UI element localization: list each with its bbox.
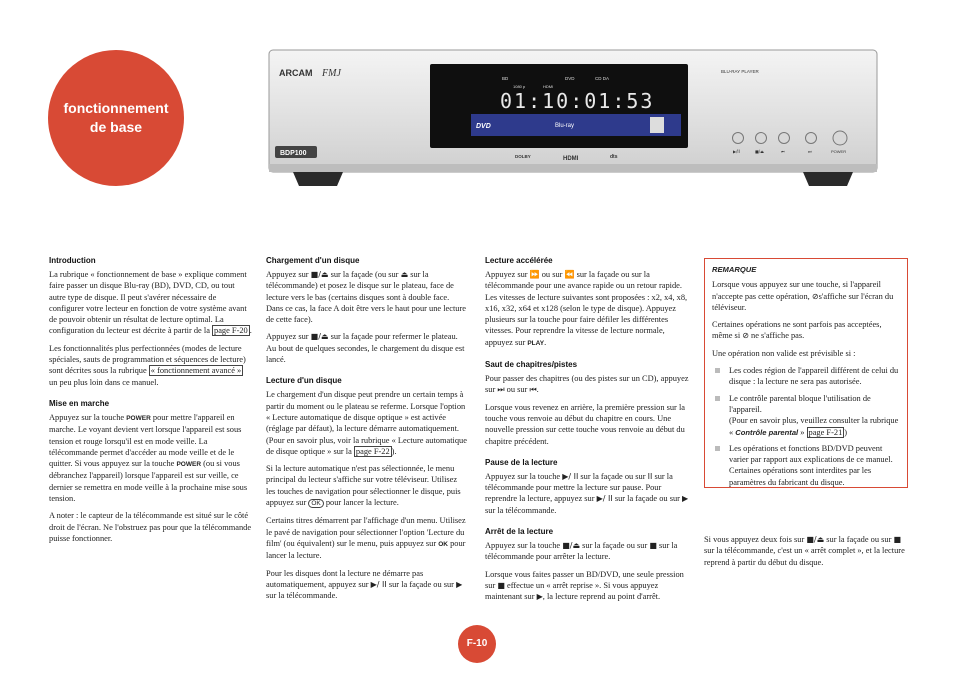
disc-tray bbox=[471, 114, 681, 136]
button-label-prev: ⏮ bbox=[781, 149, 785, 154]
heading-load-disc: Chargement d'un disque bbox=[266, 256, 360, 265]
play-paragraph-4: Pour les disques dont la lecture ne démarre pas automatiquement, appuyez sur ▶/ II sur la façade ou sur ▶ sur la télécommande. bbox=[266, 568, 463, 601]
next-icon: ⏭ bbox=[497, 385, 505, 395]
heading-skip: Saut de chapitres/pistes bbox=[485, 360, 578, 370]
subbrand-logo: FMJ bbox=[322, 68, 341, 79]
button-label-power: POWER bbox=[831, 149, 847, 154]
heading-introduction: Introduction bbox=[49, 256, 96, 265]
play-icon: ▶ bbox=[456, 579, 463, 589]
prohibit-icon: ⊘ bbox=[742, 331, 749, 341]
remark-title: REMARQUE bbox=[712, 265, 757, 274]
heading-power-on: Mise en marche bbox=[49, 398, 110, 408]
stop-icon: ■ bbox=[893, 535, 902, 544]
column-loading bbox=[266, 255, 468, 607]
load-paragraph-2: Appuyez sur ■/⏏ sur la façade pour refermer le plateau. Au bout de quelques secondes, le chargement du disque est lancé. bbox=[266, 332, 465, 365]
bluray-logo: Blu-ray bbox=[555, 123, 575, 129]
prohibit-icon: ⊘ bbox=[811, 291, 819, 301]
stop-eject-button[interactable] bbox=[756, 133, 767, 144]
skip-paragraph-1: Pour passer des chapitres (ou des pistes sur un CD), appuyez sur ⏭ ou sur ⏮. bbox=[485, 374, 689, 395]
page-number: F-10 bbox=[458, 625, 496, 663]
load-paragraph-1: Appuyez sur ■/⏏ sur la façade (ou sur ⏏ sur la télécommande) et posez le disque sur le plateau, face de lecture vers le bas (certains disques sont à double face. Dans ce cas, la face A doit être vers le haut pour une lecture de cette face). bbox=[266, 270, 466, 325]
link-page-f21[interactable]: page F-21 bbox=[808, 427, 843, 437]
heading-play-disc: Lecture d'un disque bbox=[266, 376, 342, 386]
remark-list bbox=[712, 365, 900, 488]
right-foot bbox=[803, 172, 853, 186]
bluray-player-illustration bbox=[265, 46, 881, 191]
eject-icon: ⏏ bbox=[400, 270, 409, 279]
stop-eject-icon: ■/⏏ bbox=[310, 270, 329, 279]
section-title-badge bbox=[48, 50, 184, 186]
cd-logo bbox=[650, 117, 664, 133]
display-1080p: 1080 p bbox=[513, 84, 526, 89]
remark-paragraph-2: Certaines opérations ne sont parfois pas acceptées, même si ⊘ ne s'affiche pas. bbox=[712, 320, 882, 341]
remark-box bbox=[704, 258, 908, 488]
column-introduction bbox=[49, 255, 253, 550]
remark-bullet-parental: Le contrôle parental bloque l'utilisation de l'appareil. (Pour en savoir plus, veuillez consulter la rubrique « Contrôle parental » page F-21 ) bbox=[712, 393, 900, 438]
stop-paragraph-1: Appuyez sur la touche ■/⏏ sur la façade ou sur ■ sur la télécommande pour arrêter la lecture. bbox=[485, 541, 678, 562]
model-label: BLU-RAY PLAYER bbox=[721, 69, 759, 74]
stop-eject-icon: ■/⏏ bbox=[806, 535, 825, 544]
fast-forward-icon: ⏩ bbox=[529, 270, 540, 279]
prev-icon: ⏮ bbox=[529, 385, 537, 395]
stop-icon: ■ bbox=[497, 580, 505, 590]
stop-eject-icon: ■/⏏ bbox=[562, 541, 581, 551]
dolby-logo: DOLBY bbox=[515, 154, 531, 159]
power-paragraph-1: Appuyez sur la touche POWER pour mettre l'appareil en marche. Le voyant devient vert lorsque l'appareil est sous tension et rouge lorsqu'il est en mode veille. La télécommande permet d'accéder au mode veille et de le quitter. Si vous appuyez sur la touche POWER (ou si vous débranchez l'appareil) lorsque l'appareil est sur veille, ce dernier se remettra en mode veille à la prochaine mise sous tension. bbox=[49, 412, 248, 504]
remark-paragraph-3: Une opération non valide est prévisible si : bbox=[712, 348, 856, 358]
remark-bullet-manufacturer: Les opérations et fonctions BD/DVD peuvent varier par rapport aux explications de ce manuel. Certaines opérations sont interdites par les paramètres du fabricant du disque. bbox=[712, 443, 900, 488]
play-pause-icon: ▶/ II bbox=[562, 471, 579, 481]
power-paragraph-2: A noter : le capteur de la télécommande est situé sur le côté droit de l'écran. Ne l'obstruez pas pour que la télécommande puisse fonctionner. bbox=[49, 511, 252, 543]
link-page-f22[interactable]: page F-22 bbox=[355, 446, 390, 456]
section-title-line2: de base bbox=[89, 119, 143, 135]
dvd-logo: DVD bbox=[476, 123, 491, 130]
rewind-icon: ⏪ bbox=[564, 270, 575, 279]
play-paragraph-1: Le chargement d'un disque peut prendre un certain temps à partir du moment ou le plateau se referme. Lorsque l'option « Lecture automatique de disque optique » est activée (réglage par défaut), la lecture démarre automatiquement. (Pour en savoir plus, voir la rubrique « Lecture automatique de disque optique » sur la page F-22 ). bbox=[266, 390, 467, 456]
display-digits: 01:10:01:53 bbox=[500, 89, 655, 113]
button-label-stop: ■/⏏ bbox=[755, 149, 764, 154]
display-cdda: CD DA bbox=[595, 76, 610, 81]
display-dvd: DVD bbox=[565, 76, 575, 81]
stop-eject-icon: ■/⏏ bbox=[310, 332, 329, 342]
brand-logo: ARCAM bbox=[279, 68, 313, 78]
intro-paragraph-2: Les fonctionnalités plus perfectionnées (modes de lecture spéciales, sauts de programmation et séquences de lecture) sont décrites sous la rubrique « fonctionnement avancé » un peu plus loin dans ce manuel. bbox=[49, 343, 246, 387]
play-pause-icon: ▶/ II bbox=[596, 494, 613, 504]
play-paragraph-3: Certains titres démarrent par l'affichage d'un menu. Utilisez le pavé de navigation pour sélectionner l'option 'Lecture du film' (ou équivalent) sur le menu, puis appuyez sur OK pour lancer la lecture. bbox=[266, 516, 466, 561]
heading-fast-play: Lecture accélérée bbox=[485, 256, 553, 265]
remark-bullet-region: Les codes région de l'appareil différent de celui du disque : la lecture ne sera pas autorisée. bbox=[712, 365, 900, 388]
ff-paragraph: Appuyez sur ⏩ ou sur ⏪ sur la façade ou sur la télécommande pour une avance rapide ou un retour rapide. Les vitesses de lecture suivantes sont proposées : x2, x4, x8, x16, x32, x64 et x128 (selon le type de disque). Appuyez plusieurs sur la touche pour faire défiler les différentes vitesses. Pour reprendre la vitesse de lecture normale, appuyez sur PLAY. bbox=[485, 270, 688, 347]
dts-logo: dts bbox=[610, 154, 618, 160]
pause-icon: II bbox=[647, 471, 653, 481]
play-pause-icon: ▶/ II bbox=[370, 579, 387, 589]
model-badge: BDP100 bbox=[280, 150, 307, 157]
prev-button[interactable] bbox=[779, 133, 790, 144]
hdmi-logo: HDMI bbox=[563, 156, 579, 162]
stop-paragraph-2: Lorsque vous faites passer un BD/DVD, une seule pression sur ■ effectue un « arrêt reprise ». Si vous appuyez maintenant sur ▶, la lecture reprend au point d'arrêt. bbox=[485, 569, 684, 602]
next-button[interactable] bbox=[806, 133, 817, 144]
skip-paragraph-2: Lorsque vous revenez en arrière, la première pression sur la touche vous renvoie au début du chapitre en cours. Une nouvelle pression sur cette touche vous renvoie au début du chapitre précédent. bbox=[485, 402, 685, 446]
pause-paragraph: Appuyez sur la touche ▶/ II sur la façade ou sur II sur la télécommande pour mettre la lecture sur pause. Pour reprendre la lecture, appuyez sur ▶/ II sur la façade ou sur ▶ sur la télécommande. bbox=[485, 471, 689, 515]
intro-paragraph-1: La rubrique « fonctionnement de base » explique comment faire passer un disque Blu-ray (BD), DVD, CD, ou tout autre type de disque. Il peut s'avérer nécessaire de configurer votre lecteur en fonction de votre système avant de pouvoir obtenir un résultat de lecture optimal. La configuration du lecteur est décrite à partir de la page F-20 . bbox=[49, 270, 252, 336]
link-advanced-operation[interactable]: « fonctionnement avancé » bbox=[150, 366, 242, 376]
remark-paragraph-1: Lorsque vous appuyez sur une touche, si l'appareil n'accepte pas cette opération, ⊘s'affiche sur l'écran du téléviseur. bbox=[712, 280, 894, 312]
column-playback-control bbox=[485, 255, 690, 609]
display-hdmi: HDMI bbox=[543, 84, 554, 89]
section-title-line1: fonctionnement bbox=[63, 100, 169, 116]
ok-button-icon: OK bbox=[308, 499, 323, 508]
play-icon: ▶ bbox=[682, 494, 689, 504]
display-bd: BD bbox=[502, 76, 509, 81]
button-label-next: ⏭ bbox=[808, 149, 812, 154]
button-label-play: ▶/II bbox=[733, 149, 740, 154]
heading-pause: Pause de la lecture bbox=[485, 457, 558, 467]
play-icon: ▶ bbox=[536, 592, 543, 602]
full-stop-paragraph: Si vous appuyez deux fois sur ■/⏏ sur la façade ou sur ■ sur la télécommande, c'est un « arrêt complet », et la lecture reprend à partir du début du disque. bbox=[704, 535, 905, 567]
left-foot bbox=[293, 172, 343, 186]
stop-icon: ■ bbox=[649, 541, 657, 551]
heading-stop: Arrêt de la lecture bbox=[485, 527, 554, 537]
play-pause-button[interactable] bbox=[733, 133, 744, 144]
power-button[interactable] bbox=[833, 131, 847, 145]
play-paragraph-2: Si la lecture automatique n'est pas sélectionnée, le menu principal du lecteur s'affiche sur votre téléviseur. Utilisez les touches de navigation pour sélectionner le disque, puis appuyez sur OK pour lancer la lecture. bbox=[266, 464, 461, 508]
link-page-f20[interactable]: page F-20 bbox=[214, 326, 248, 336]
